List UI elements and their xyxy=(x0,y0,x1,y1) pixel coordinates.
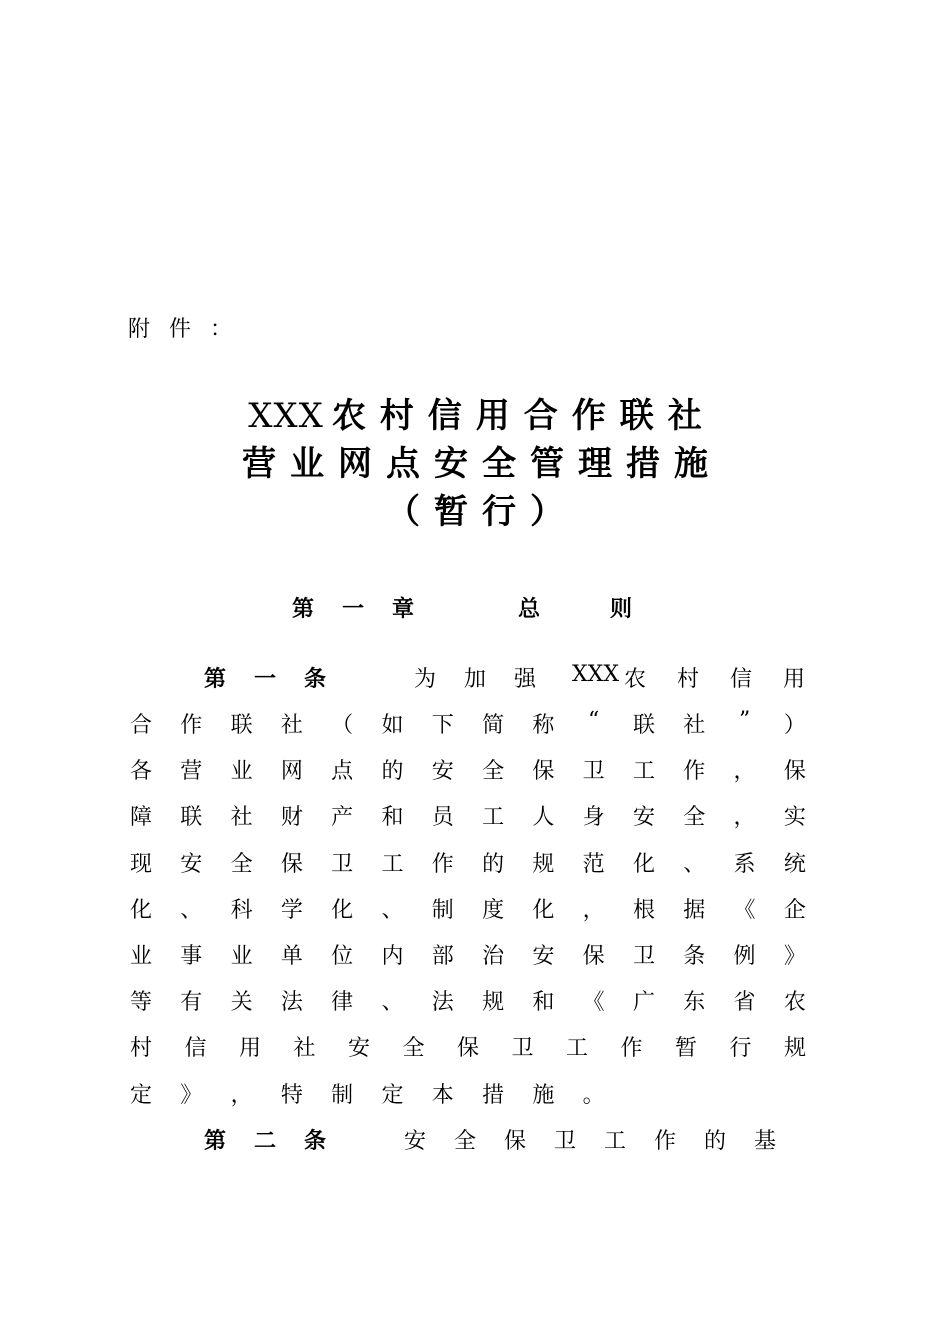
title-line-1-text: 农村信用合作联社 xyxy=(331,396,716,436)
article-2-first-text: 安全保卫工作的基 xyxy=(404,1129,805,1154)
document-title xyxy=(0,392,950,536)
article-1-line: 现 安 全 保 卫 工 作 的 规 范 化 、 系 统 xyxy=(129,851,806,877)
title-line-3: （暂行） xyxy=(386,492,578,532)
chapter-heading xyxy=(292,592,703,623)
article-1-line: 合 作 联 社 （ 如 下 简 称 “ 联 社 ” ） xyxy=(129,708,806,738)
article-1-first-text: 为加强 xyxy=(414,667,565,692)
title-line-2: 营业网点安全管理措施 xyxy=(242,444,722,484)
article-1-line: 障 联 社 财 产 和 员 工 人 身 安 全 ， 实 xyxy=(129,805,806,831)
article-1-line: 业 事 业 单 位 内 部 治 安 保 卫 条 例 》 xyxy=(129,944,806,969)
article-1-line: 等 有 关 法 律 、 法 规 和 《 广 东 省 农 xyxy=(129,990,806,1016)
title-latin: XXX xyxy=(248,396,324,436)
article-1-line: 村 信 用 社 安 全 保 卫 工 作 暂 行 规 xyxy=(129,1036,806,1062)
article-1-latin: XXX xyxy=(572,662,619,687)
title-line-1 xyxy=(0,392,950,440)
article-1-heading: 第一条 xyxy=(204,667,355,692)
chapter-number: 第一章 xyxy=(292,597,443,622)
article-1-line: 各 营 业 网 点 的 安 全 保 卫 工 作 ， 保 xyxy=(129,759,806,785)
attachment-label: 附件： xyxy=(128,317,252,342)
article-1-line: 定 》 ， 特 制 定 本 措 施 。 xyxy=(129,1082,605,1108)
article-2-heading: 第二条 xyxy=(204,1129,355,1154)
article-1-line: 化 、 科 学 化 、 制 度 化 ， 根 据 《 企 xyxy=(129,897,806,923)
chapter-name: 总则 xyxy=(518,597,703,622)
article-1-first-rest: 农村信用 xyxy=(624,667,837,692)
